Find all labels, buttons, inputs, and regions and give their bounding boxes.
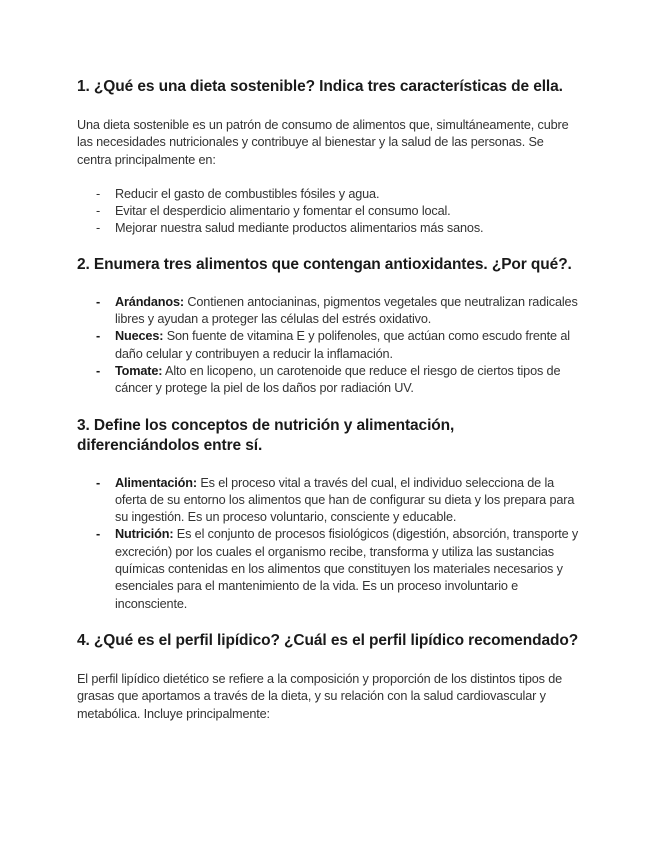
list-item: [77, 526, 579, 612]
bullet-dash: -: [96, 475, 101, 490]
term-label: Arándanos:: [115, 294, 184, 309]
bullet-dash: -: [96, 527, 101, 542]
term-label: Alimentación:: [115, 475, 197, 490]
question-4-heading: 4. ¿Qué es el perfil lipídico? ¿Cuál es el perfil lipídico recomendado?: [77, 631, 579, 649]
term-description: Son fuente de vitamina E y polifenoles, que actúan como escudo frente al daño celular y contribuyen a reducir la inflamación.: [115, 329, 570, 361]
term-label: Nueces:: [115, 329, 164, 344]
question-1-list: [77, 186, 579, 238]
term-description: Contienen antocianinas, pigmentos vegetales que neutralizan radicales libres y ayudan a proteger las células del estrés oxidativo.: [115, 294, 578, 327]
question-3-heading: 3. Define los conceptos de nutrición y alimentación, diferenciándolos entre sí.: [77, 416, 455, 454]
bullet-dash: -: [96, 329, 101, 344]
bullet-dash: -: [96, 186, 101, 201]
list-item-text: Reducir el gasto de combustibles fósiles y agua.: [115, 186, 380, 201]
list-item: [77, 475, 579, 527]
list-item-text: Mejorar nuestra salud mediante productos alimentarios más sanos.: [115, 221, 484, 236]
bullet-dash: -: [96, 363, 101, 378]
question-4-intro: El perfil lipídico dietético se refiere a la composición y proporción de los distintos tipos de grasas que aportamos a través de la dieta, y su relación con la salud cardiovascular y metabólica. Incluye principalmente:: [77, 671, 563, 721]
bullet-dash: -: [96, 294, 101, 309]
term-description: Es el conjunto de procesos fisiológicos (digestión, absorción, transporte y excreción) por los cuales el organismo recibe, transforma y utiliza las sustancias químicas contenidas en los alimentos que constituyen los materiales necesarios y esenciales para el mantenimiento de la vida. Es un proceso involuntario e inconsciente.: [115, 527, 579, 611]
question-2-heading: 2. Enumera tres alimentos que contengan antioxidantes. ¿Por qué?.: [77, 255, 572, 273]
question-3-list: [77, 475, 579, 613]
bullet-dash: -: [96, 221, 101, 236]
list-item: [77, 294, 579, 329]
list-item-text: Evitar el desperdicio alimentario y fomentar el consumo local.: [115, 204, 451, 219]
term-description: Es el proceso vital a través del cual, el individuo selecciona de la oferta de su entorno los alimentos que han de configurar su dieta y los prepara para su ingestión. Es un proceso voluntario, consciente y educable.: [115, 475, 575, 525]
question-1-intro: Una dieta sostenible es un patrón de consumo de alimentos que, simultáneamente, cubre las necesidades nutricionales y contribuye al bienestar y la salud de las personas. Se centra principalmente en:: [77, 118, 569, 167]
list-item: [77, 328, 579, 363]
list-item: [77, 186, 579, 203]
term-label: Tomate:: [115, 363, 163, 378]
question-1-heading: 1. ¿Qué es una dieta sostenible? Indica tres características de ella.: [77, 78, 563, 95]
list-item: [77, 203, 579, 220]
list-item: [77, 220, 579, 237]
question-2-list: [77, 294, 579, 398]
bullet-dash: -: [96, 204, 101, 219]
list-item: [77, 363, 579, 398]
term-description: Alto en licopeno, un carotenoide que reduce el riesgo de ciertos tipos de cáncer y protege la piel de los daños por radiación UV.: [115, 363, 561, 396]
term-label: Nutrición:: [115, 527, 174, 542]
